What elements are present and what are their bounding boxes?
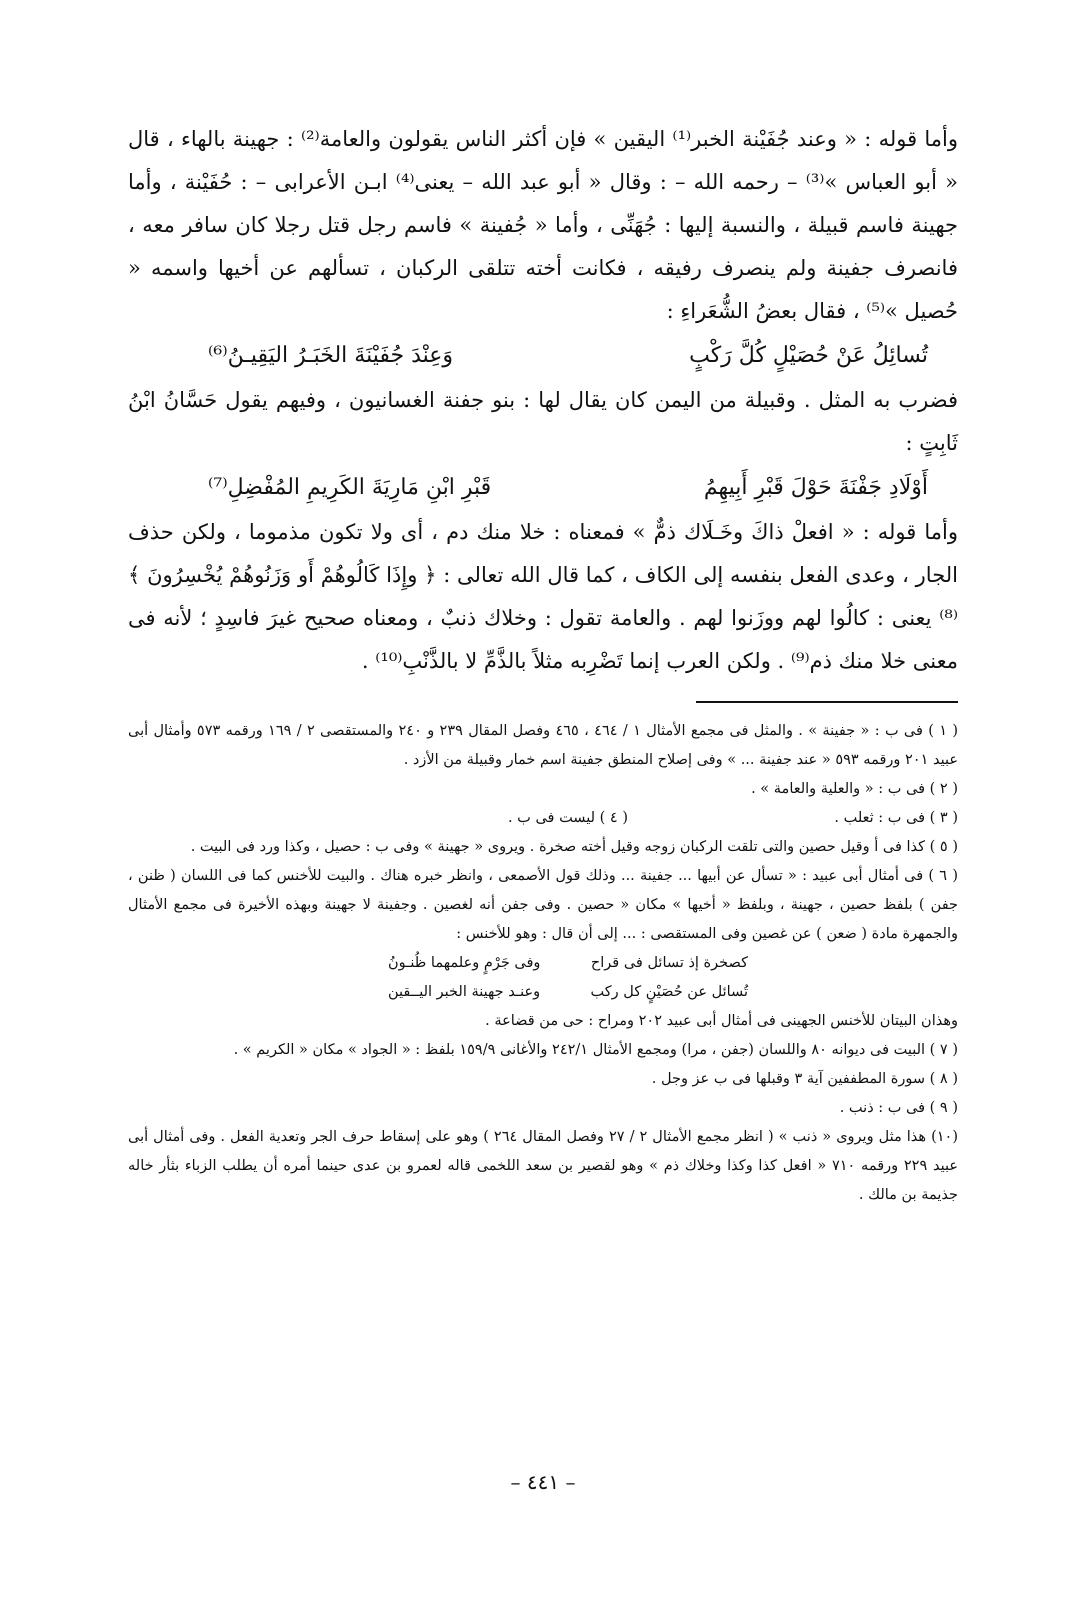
footnote-8: ( ٨ ) سورة المطففين آية ٣ وقبلها فى ب عز وجل . [651, 1071, 958, 1087]
footnote-7: ( ٧ ) البيت فى ديوانه ٨٠ واللسان (جفن ، مرا) ومجمع الأمثال ٢٤٢/١ والأغانى ١٥٩/٩ بلفظ : « الجواد » مكان « الكريم » . [233, 1042, 958, 1058]
page-number: – ٤٤١ – [510, 1470, 576, 1494]
footnote-6-verse-1-hemistich-1: كصخرة إذ تسائل فى قراح [590, 955, 748, 971]
paragraph-2: فضرب به المثل . وقبيلة من اليمن كان يقال لها : بنو جفنة الغسانيون ، وفيهم يقول حَسَّانُ ابْنُ ثَابِتٍ : [128, 388, 959, 455]
footnote-6-verse-1 [128, 949, 958, 978]
verse-2-hemistich-1: أَوْلَادِ جَفْنَةَ حَوْلَ قَبْرِ أَبِيهِمُ [703, 475, 928, 500]
verse-1-hemistich-1: تُسائِلُ عَنْ حُصَيْلٍ كُلَّ رَكْبٍ [689, 343, 928, 368]
footnote-6-tail: وهذان البيتان للأخنس الجهينى فى أمثال أبى عبيد ٢٠٢ ومراح : حى من قضاعة . [485, 1013, 958, 1029]
footnote-6: ( ٦ ) فى أمثال أبى عبيد : « تسأل عن أبيها ... جفينة ... وذلك قول الأصمعى ، وانظر خبره هناك . والبيت للأخنس كما فى اللسان ( ظنن ، جفن ) بلفظ حصين ، جهينة ، وبلفظ « أخيها » مكان « حصين . وفى جفن أنه لغصين . وجفينة لا جهينة وبهذه الأخيرة فى مجمع الأمثال والجمهرة مادة ( ضعن ) عن غصين وفى المستقصى : ... إلى أن قال : وهو للأخنس : [128, 868, 958, 942]
verse-2 [128, 465, 958, 511]
main-text [128, 118, 958, 683]
paragraph-1: وأما قوله : « وعند جُفَيْنة الخبر⁽¹⁾ اليقين » فإن أكثر الناس يقولون والعامة⁽²⁾ : جهينة بالهاء ، قال « أبو العباس »⁽³⁾ – رحمه الله – : وقال « أبو عبد الله – يعنى⁽⁴⁾ ابـن الأعرابى – : حُفَيْنة ، وأما جهينة فاسم قبيلة ، والنسبة إليها : جُهَنِّى ، وأما « جُفينة » فاسم رجل قتل رجلا كان سافر معه ، فانصرف جفينة ولم ينصرف رفيقه ، فكانت أخته تتلقى الركبان ، تسألهم عن أخيها واسمه « حُصيل »⁽⁵⁾ ، فقال بعضُ الشُّعَراءِ : [128, 127, 958, 323]
footnote-10: (١٠) هذا مثل ويروى « ذنب » ( انظر مجمع الأمثال ٢ / ٢٧ وفصل المقال ٢٦٤ ) وهو على إسقاط حرف الجر وتعدية الفعل . وفى أمثال أبى عبيد ٢٢٩ ورقمه ٧١٠ « افعل كذا وكذا وخلاك ذم » وهو لقصير بن سعد اللخمى قاله لعمرو بن عدى حينما أمره أن يطلب الزباء بثأر خاله جذيمة بن مالك . [128, 1129, 959, 1203]
footnotes [128, 717, 958, 1210]
footnote-divider [696, 701, 958, 703]
paragraph-3: وأما قوله : « افعلْ ذاكَ وخَـلَاك ذمٌّ » فمعناه : خلا منك دم ، أى ولا تكون مذموما ، ولكن حذف الجار ، وعدى الفعل بنفسه إلى الكاف ، كما قال الله تعالى : ﴿ وإِذَا كَالُوهُمْ أَو وَزَنُوهُمْ يُخْسِرُونَ ﴾⁽⁸⁾ يعنى : كالُوا لهم ووزَنوا لهم . والعامة تقول : وخلاك ذنبٌ ، ومعناه صحيح غيرَ فاسِدٍ ؛ لأنه فى معنى خلا منك ذم⁽⁹⁾ . ولكن العرب إنما تَضْرِبه مثلاً بالذَّمِّ لا بالذَّنْبِ⁽¹⁰⁾ . [128, 520, 958, 673]
footnote-9: ( ٩ ) فى ب : ذنب . [839, 1100, 958, 1116]
verse-2-hemistich-2: قَبْرِ ابْنِ مَارِيَةَ الكَرِيمِ المُفْضِلِ⁽⁷⁾ [208, 475, 492, 500]
footnote-3-4-row [128, 804, 958, 833]
footnote-1: ( ١ ) فى ب : « جفينة » . والمثل فى مجمع الأمثال ١ / ٤٦٤ ، ٤٦٥ وفصل المقال ٢٣٩ و ٢٤٠ والمستقصى ٢ / ١٦٩ ورقمه ٥٧٣ وأمثال أبى عبيد ٢٠١ ورقمه ٥٩٣ « عند جفينة ... » وفى إصلاح المنطق جفينة اسم خمار وقبيلة من الأزد . [128, 723, 958, 768]
footnote-6-verse-2 [128, 978, 958, 1007]
footnote-6-verse-1-hemistich-2: وفى جَرْمٍ وعلمهما ظُنـونُ [388, 955, 541, 971]
footnote-2: ( ٢ ) فى ب : « والعلية والعامة » . [751, 781, 958, 797]
footnote-6-verse-2-hemistich-2: وعنـد جهينة الخبر اليــقين [388, 984, 541, 1000]
verse-1-hemistich-2: وَعِنْدَ جُفَيْنَةَ الخَبَـرُ اليَقِيـنُ⁽⁶⁾ [208, 343, 454, 368]
footnote-6-verse-2-hemistich-1: تُسائل عن حُصَيْنٍ كل ركب [590, 984, 748, 1000]
footnote-4: ( ٤ ) ليست فى ب . [507, 810, 628, 826]
footnote-5: ( ٥ ) كذا فى أ وقيل حصين والتى تلقت الركبان زوجه وقيل أخته صخرة . ويروى « جهينة » وفى ب : حصيل ، وكذا ورد فى البيت . [190, 839, 958, 855]
verse-1 [128, 333, 958, 379]
footnote-3: ( ٣ ) فى ب : ثعلب . [834, 810, 958, 826]
